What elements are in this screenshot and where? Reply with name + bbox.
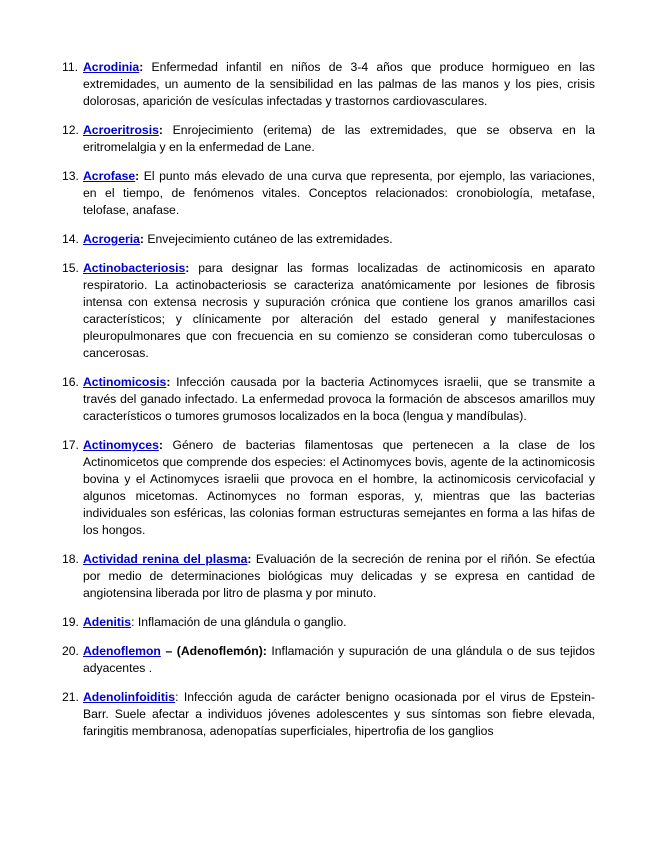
definition-text: El punto más elevado de una curva que representa, por ejemplo, las variaciones, en el tiempo, de fenómenos vitales. Conceptos relacionados: cronobiología, metafase, telofase, anafase. xyxy=(83,169,595,217)
term-link-acrogeria[interactable]: Acrogeria xyxy=(83,232,140,246)
glossary-entry-13 xyxy=(62,168,595,219)
glossary-entry-21 xyxy=(62,689,595,740)
term-link-adenolinfoiditis[interactable]: Adenolinfoiditis xyxy=(83,690,176,704)
entry-body xyxy=(83,437,595,539)
entry-body xyxy=(83,643,595,677)
entry-number: 20. xyxy=(62,644,79,658)
glossary-entry-15 xyxy=(62,260,595,362)
definition-text: Enrojecimiento (eritema) de las extremidades, que se observa en la eritromelalgia y en la enfermedad de Lane. xyxy=(83,123,595,154)
term-link-adenitis[interactable]: Adenitis xyxy=(83,615,132,629)
entry-body xyxy=(83,122,595,156)
term-link-actinobacteriosis[interactable]: Actinobacteriosis xyxy=(83,261,186,275)
definition-text: Evaluación de la secreción de renina por el riñón. Se efectúa por medio de determinaciones biológicas muy delicadas y se expresa en cantidad de angiotensina liberada por litro de plasma y por minuto. xyxy=(83,552,596,600)
definition-text: Inflamación y supuración de una glándula o de sus tejidos adyacentes . xyxy=(83,644,596,675)
entry-number: 16. xyxy=(62,375,79,389)
term-link-acrodinia[interactable]: Acrodinia xyxy=(83,60,140,74)
term-link-actividad-renina[interactable]: Actividad renina del plasma xyxy=(83,552,248,566)
entry-number: 12. xyxy=(62,123,79,137)
term-separator: : xyxy=(139,60,144,74)
glossary-entry-20 xyxy=(62,643,595,677)
entry-number: 18. xyxy=(62,552,79,566)
definition-text: : Infección aguda de carácter benigno ocasionada por el virus de Epstein-Barr. Suele afectar a individuos jóvenes adolescentes y sus síntomas son fiebre elevada, faringitis membranosa, adenopatías superficiales, hipertrofia de los ganglios xyxy=(83,690,595,738)
entry-body xyxy=(83,551,595,602)
definition-text: : Inflamación de una glándula o ganglio. xyxy=(131,615,347,629)
glossary-entry-12 xyxy=(62,122,595,156)
entry-body xyxy=(83,689,595,740)
glossary-entry-11 xyxy=(62,59,595,110)
glossary-entry-18 xyxy=(62,551,595,602)
glossary-entry-16 xyxy=(62,374,595,425)
entry-body xyxy=(83,59,595,110)
definition-text: Género de bacterias filamentosas que pertenecen a la clase de los Actinomicetos que comprende dos especies: el Actinomyces bovis, agente de la actinomicosis bovina y el Actinomyces israelii que provoca en el hombre, la actinomicosis cervicofacial y algunos micetomas. Actinomyces no forman esporas, y, mientras que las bacterias individuales son esféricas, las colonias forman estructuras semejantes en forma a las hifas de los hongos. xyxy=(83,438,595,537)
entry-body xyxy=(83,614,595,631)
glossary-entry-17 xyxy=(62,437,595,539)
term-separator: : xyxy=(158,438,163,452)
term-separator: : xyxy=(139,232,144,246)
entry-body xyxy=(83,168,595,219)
term-link-acrofase[interactable]: Acrofase xyxy=(83,169,136,183)
entry-number: 19. xyxy=(62,615,79,629)
term-link-actinomicosis[interactable]: Actinomicosis xyxy=(83,375,167,389)
term-separator: : xyxy=(247,552,252,566)
term-alt-name: – (Adenoflemón): xyxy=(160,644,267,658)
definition-text: Enfermedad infantil en niños de 3-4 años que produce hormigueo en las extremidades, un aumento de la sensibilidad en las palmas de las manos y los pies, crisis dolorosas, aparición de vesículas infectadas y trastornos cardiovasculares. xyxy=(83,60,595,108)
term-separator: : xyxy=(185,261,190,275)
entry-number: 14. xyxy=(62,232,79,246)
definition-text: Envejecimiento cutáneo de las extremidades. xyxy=(143,232,393,246)
entry-body xyxy=(83,374,595,425)
term-separator: : xyxy=(135,169,140,183)
entry-number: 21. xyxy=(62,690,79,704)
term-separator: : xyxy=(166,375,171,389)
term-link-actinomyces[interactable]: Actinomyces xyxy=(83,438,159,452)
entry-body xyxy=(83,231,595,248)
term-link-adenoflemon[interactable]: Adenoflemon xyxy=(83,644,161,658)
entry-number: 15. xyxy=(62,261,79,275)
entry-number: 11. xyxy=(62,60,79,74)
entry-number: 13. xyxy=(62,169,79,183)
definition-text: Infección causada por la bacteria Actinomyces israelii, que se transmite a través del ganado infectado. La enfermedad provoca la formación de abscesos amarillos muy característicos o tumores grumosos localizados en la boca (lengua y mandíbulas). xyxy=(83,375,595,423)
term-separator: : xyxy=(158,123,163,137)
entry-body xyxy=(83,260,595,362)
definition-text: para designar las formas localizadas de actinomicosis en aparato respiratorio. La actinobacteriosis se caracteriza anatómicamente por lesiones de fibrosis intensa con extensa necrosis y supuración crónica que contiene los granos amarillos casi característicos; y clínicamente por alteración del estado general y manifestaciones pleuropulmonares que con frecuencia en su comienzo se consideran como tuberculosas o cancerosas. xyxy=(83,261,595,360)
entry-number: 17. xyxy=(62,438,79,452)
term-link-acroeritrosis[interactable]: Acroeritrosis xyxy=(83,123,159,137)
glossary-entry-19 xyxy=(62,614,595,631)
glossary-entry-14 xyxy=(62,231,595,248)
